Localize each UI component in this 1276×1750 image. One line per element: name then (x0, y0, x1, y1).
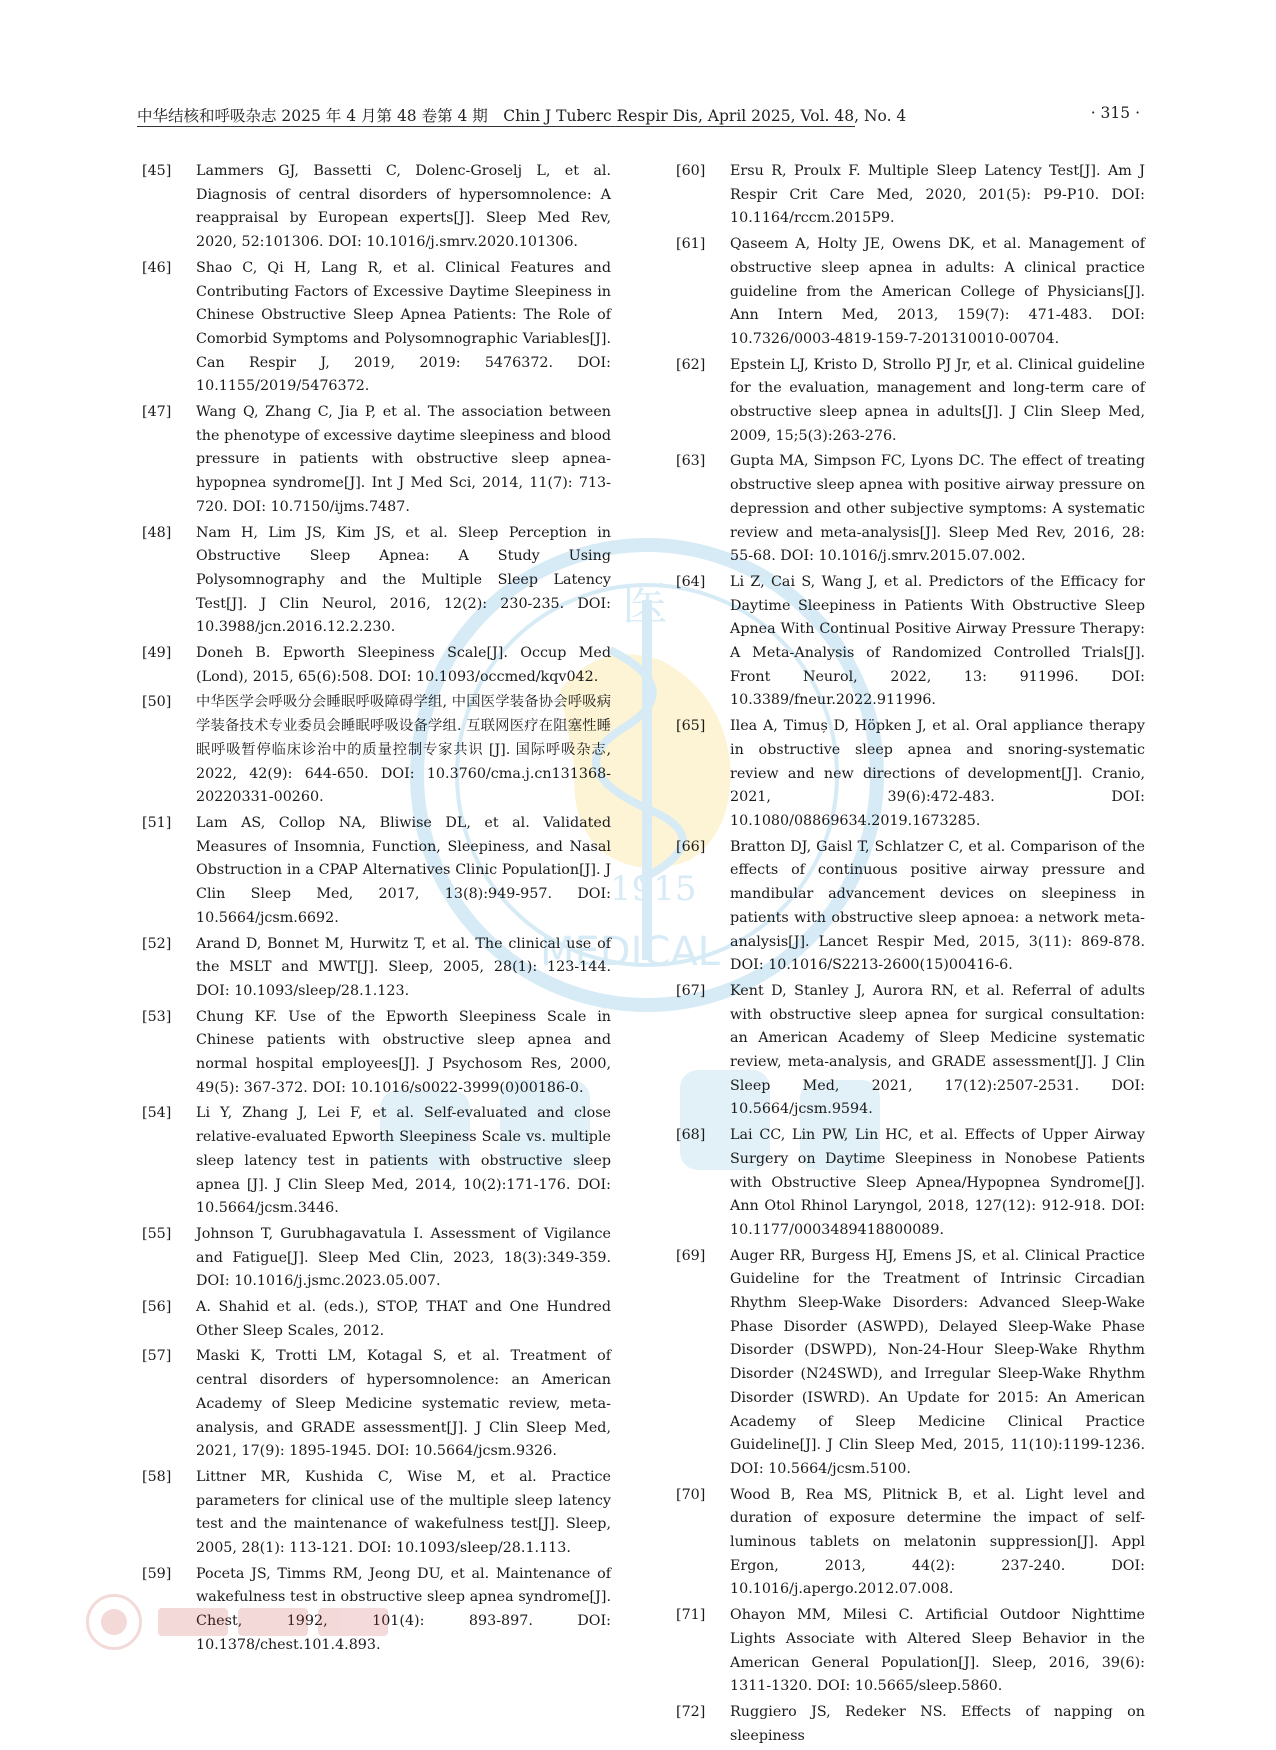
reference-text: Arand D, Bonnet M, Hurwitz T, et al. The clinical use of the MSLT and MWT[J]. Sleep, 2005, 28(1): 123-144. DOI: 10.1093/sleep/28.1.123. (196, 935, 611, 999)
publisher-text-mark (158, 1608, 388, 1636)
reference-entry (142, 257, 611, 399)
reference-text: Lammers GJ, Bassetti C, Dolenc-Groselj L, et al. Diagnosis of central disorders of hypersomnolence: A reappraisal by European experts[J]. Sleep Med Rev, 2020, 52:101306. DOI: 10.1016/j.smrv.2020.101306. (196, 163, 611, 251)
reference-number: [51] (142, 814, 172, 831)
reference-entry (142, 812, 611, 931)
reference-text: 中华医学会呼吸分会睡眠呼吸障碍学组, 中国医学装备协会呼吸病学装备技术专业委员会睡眠呼吸设备学组. 互联网医疗在阻塞性睡眠呼吸暂停临床诊治中的质量控制专家共识 [J]. 国际呼吸杂志, 2022, 42(9): 644-650. DOI: 10.3760/cma.j.cn131368-20220331-00260. (196, 694, 611, 806)
reference-entry (676, 836, 1145, 978)
reference-entry (142, 1296, 611, 1343)
reference-text: Littner MR, Kushida C, Wise M, et al. Practice parameters for clinical use of the multiple sleep latency test and the maintenance of wakefulness test[J]. Sleep, 2005, 28(1): 113-121. DOI: 10.1093/sleep/28.1.113. (196, 1468, 611, 1557)
reference-text: Doneh B. Epworth Sleepiness Scale[J]. Occup Med (Lond), 2015, 65(6):508. DOI: 10.1093/occmed/kqv042. (196, 645, 611, 685)
watermark-arc-text: MEDICAL (540, 929, 720, 975)
reference-text: Maski K, Trotti LM, Kotagal S, et al. Treatment of central disorders of hypersomnolence: an American Academy of Sleep Medicine systematic review, meta-analysis, and GRADE assessment[J]. J Clin Sleep Med, 2021, 17(9): 1895-1945. DOI: 10.5664/jcsm.9326. (196, 1348, 611, 1460)
reference-number: [71] (676, 1607, 706, 1624)
reference-number: [48] (142, 524, 172, 541)
reference-number: [46] (142, 259, 172, 276)
reference-entry (142, 1006, 611, 1101)
reference-text: Gupta MA, Simpson FC, Lyons DC. The effect of treating obstructive sleep apnea with positive airway pressure on depression and other subjective symptoms: A systematic review and meta-analysis[J]. Sleep Med Rev, 2016, 28: 55-68. DOI: 10.1016/j.smrv.2015.07.002. (730, 453, 1145, 565)
reference-number: [69] (676, 1247, 706, 1264)
reference-number: [61] (676, 236, 706, 253)
reference-entry (676, 1484, 1145, 1603)
reference-entry (676, 980, 1145, 1122)
reference-entry (142, 1102, 611, 1221)
watermark-year: 1915 (610, 869, 697, 909)
reference-entry (142, 642, 611, 689)
watermark-center-text: 医 (622, 577, 668, 631)
reference-entry (676, 160, 1145, 231)
reference-text: Kent D, Stanley J, Aurora RN, et al. Referral of adults with obstructive sleep apnea for surgical consultation: an American Academy of Sleep Medicine systematic review, meta-analysis, and GRADE assessment[J]. J Clin Sleep Med, 2021, 17(12):2507-2531. DOI: 10.5664/jcsm.9594. (730, 982, 1145, 1118)
reference-text: Wood B, Rea MS, Plitnick B, et al. Light level and duration of exposure determine the impact of self-luminous tablets on melatonin suppression[J]. Appl Ergon, 2013, 44(2): 237-240. DOI: 10.1016/j.apergo.2012.07.008. (730, 1486, 1145, 1598)
reference-number: [62] (676, 356, 706, 373)
reference-text: Johnson T, Gurubhagavatula I. Assessment of Vigilance and Fatigue[J]. Sleep Med Clin, 2023, 18(3):349-359. DOI: 10.1016/j.jsmc.2023.05.007. (196, 1225, 611, 1290)
reference-number: [47] (142, 404, 172, 421)
reference-text: Lai CC, Lin PW, Lin HC, et al. Effects of Upper Airway Surgery on Daytime Sleepiness in Nonobese Patients with Obstructive Sleep Apnea/Hypopnea Syndrome[J]. Ann Otol Rhinol Laryngol, 2018, 127(12): 912-918. DOI: 10.1177/0003489418800089. (730, 1127, 1145, 1238)
reference-number: [64] (676, 573, 706, 590)
publisher-footer-watermark (86, 1592, 566, 1652)
reference-text: Shao C, Qi H, Lang R, et al. Clinical Features and Contributing Factors of Excessive Daytime Sleepiness in Chinese Obstructive Sleep Apnea Patients: The Role of Comorbid Symptoms and Polysomnographic Variables[J]. Can Respir J, 2019, 2019: 5476372. DOI: 10.1155/2019/5476372. (196, 259, 611, 395)
reference-text: Li Z, Cai S, Wang J, et al. Predictors of the Efficacy for Daytime Sleepiness in Patients With Obstructive Sleep Apnea With Continual Positive Airway Pressure Therapy: A Meta-Analysis of Randomized Controlled Trials[J]. Front Neurol, 2022, 13: 911996. DOI: 10.3389/fneur.2022.911996. (730, 573, 1145, 709)
reference-number: [50] (142, 694, 172, 711)
reference-number: [70] (676, 1486, 706, 1503)
reference-number: [53] (142, 1008, 172, 1025)
reference-number: [57] (142, 1348, 172, 1365)
reference-text: Ohayon MM, Milesi C. Artificial Outdoor Nighttime Lights Associate with Altered Sleep Behavior in the American General Population[J]. Sleep, 2016, 39(6): 1311-1320. DOI: 10.5665/sleep.5860. (730, 1607, 1145, 1695)
reference-text: Epstein LJ, Kristo D, Strollo PJ Jr, et al. Clinical guideline for the evaluation, management and long-term care of obstructive sleep apnea in adults[J]. J Clin Sleep Med, 2009, 15;5(3):263-276. (730, 356, 1145, 444)
reference-number: [54] (142, 1105, 172, 1122)
reference-text: Wang Q, Zhang C, Jia P, et al. The association between the phenotype of excessive daytime sleepiness and blood pressure in patients with obstructive sleep apnea-hypopnea syndrome[J]. Int J Med Sci, 2014, 11(7): 713-720. DOI: 10.7150/ijms.7487. (196, 404, 611, 515)
reference-number: [60] (676, 163, 706, 179)
reference-entry (676, 715, 1145, 834)
reference-number: [67] (676, 982, 706, 999)
reference-text: Qaseem A, Holty JE, Owens DK, et al. Management of obstructive sleep apnea in adults: A clinical practice guideline from the American College of Physicians[J]. Ann Intern Med, 2013, 159(7): 471-483. DOI: 10.7326/0003-4819-159-7-201310010-00704. (730, 236, 1145, 347)
reference-entry (676, 1245, 1145, 1482)
header-rule (137, 126, 855, 127)
reference-number: [52] (142, 935, 172, 952)
reference-number: [55] (142, 1225, 172, 1242)
reference-number: [49] (142, 645, 172, 662)
reference-number: [66] (676, 838, 706, 855)
reference-entry (142, 160, 611, 255)
reference-entry (676, 1124, 1145, 1243)
reference-number: [45] (142, 163, 172, 179)
reference-entry (142, 522, 611, 641)
reference-entry (676, 571, 1145, 713)
reference-entry (676, 1604, 1145, 1699)
reference-entry (142, 933, 611, 1004)
reference-entry (142, 1223, 611, 1294)
reference-entry (142, 691, 611, 810)
reference-entry (676, 450, 1145, 569)
reference-number: [58] (142, 1468, 172, 1485)
reference-number: [72] (676, 1704, 706, 1720)
running-header (137, 104, 1140, 128)
reference-text: Ruggiero JS, Redeker NS. Effects of napping on sleepiness (730, 1704, 1145, 1744)
reference-number: [65] (676, 718, 706, 735)
page-number: · 315 · (1090, 104, 1140, 122)
reference-text: Poceta JS, Timms RM, Jeong DU, et al. Maintenance of wakefulness test in obstructive sleep apnea syndrome[J]. Chest, 1992, 101(4): 893-897. DOI: 10.1378/chest.101.4.893. (196, 1565, 611, 1653)
publisher-seal-icon (86, 1594, 142, 1650)
reference-entry (676, 1701, 1145, 1748)
reference-number: [59] (142, 1565, 172, 1582)
reference-text: A. Shahid et al. (eds.), STOP, THAT and One Hundred Other Sleep Scales, 2012. (196, 1299, 611, 1339)
reference-text: Lam AS, Collop NA, Bliwise DL, et al. Validated Measures of Insomnia, Function, Sleepiness, and Nasal Obstruction in a CPAP Alternatives Clinic Population[J]. J Clin Sleep Med, 2017, 13(8):949-957. DOI: 10.5664/jcsm.6692. (196, 814, 611, 926)
reference-entry (142, 1345, 611, 1464)
reference-number: [68] (676, 1127, 706, 1144)
reference-entry (676, 233, 1145, 352)
reference-number: [63] (676, 453, 706, 470)
references-left-column (142, 160, 611, 1660)
references-right-column (676, 160, 1145, 1750)
reference-entry (142, 401, 611, 520)
reference-text: Bratton DJ, Gaisl T, Schlatzer C, et al. Comparison of the effects of continuous positive airway pressure and mandibular advancement devices on sleepiness in patients with obstructive sleep apnoea: a network meta-analysis[J]. Lancet Respir Med, 2015, 3(11): 869-878. DOI: 10.1016/S2213-2600(15)00416-6. (730, 838, 1145, 974)
journal-citation: 中华结核和呼吸杂志 2025 年 4 月第 48 卷第 4 期 Chin J Tuberc Respir Dis, April 2025, Vol. 48, No. 4 (137, 107, 907, 125)
reference-text: Ilea A, Timuș D, Höpken J, et al. Oral appliance therapy in obstructive sleep apnea and snoring-systematic review and new directions of development[J]. Cranio, 2021, 39(6):472-483. DOI: 10.1080/08869634.2019.1673285. (730, 718, 1145, 829)
reference-text: Ersu R, Proulx F. Multiple Sleep Latency Test[J]. Am J Respir Crit Care Med, 2020, 201(5): P9-P10. DOI: 10.1164/rccm.2015P9. (730, 163, 1145, 227)
reference-number: [56] (142, 1299, 172, 1316)
reference-text: Chung KF. Use of the Epworth Sleepiness Scale in Chinese patients with obstructive sleep apnea and normal hospital employees[J]. J Psychosom Res, 2000, 49(5): 367-372. DOI: 10.1016/s0022-3999(0)00186-0. (196, 1008, 611, 1096)
reference-text: Li Y, Zhang J, Lei F, et al. Self-evaluated and close relative-evaluated Epworth Sleepiness Scale vs. multiple sleep latency test in patients with obstructive sleep apnea [J]. J Clin Sleep Med, 2014, 10(2):171-176. DOI: 10.5664/jcsm.3446. (196, 1105, 611, 1217)
reference-entry (676, 354, 1145, 449)
reference-text: Auger RR, Burgess HJ, Emens JS, et al. Clinical Practice Guideline for the Treatment of Intrinsic Circadian Rhythm Sleep-Wake Disorders: Advanced Sleep-Wake Phase Disorder (ASWPD), Delayed Sleep-Wake Phase Disorder (DSWPD), Non-24-Hour Sleep-Wake Rhythm Disorder (N24SWD), and Irregular Sleep-Wake Rhythm Disorder (ISWRD). An Update for 2015: An American Academy of Sleep Medicine Clinical Practice Guideline[J]. J Clin Sleep Med, 2015, 11(10):1199-1236. DOI: 10.5664/jcsm.5100. (730, 1247, 1145, 1477)
reference-text: Nam H, Lim JS, Kim JS, et al. Sleep Perception in Obstructive Sleep Apnea: A Study Using Polysomnography and the Multiple Sleep Latency Test[J]. J Clin Neurol, 2016, 12(2): 230-235. DOI: 10.3988/jcn.2016.12.2.230. (196, 524, 611, 636)
reference-entry (142, 1466, 611, 1561)
